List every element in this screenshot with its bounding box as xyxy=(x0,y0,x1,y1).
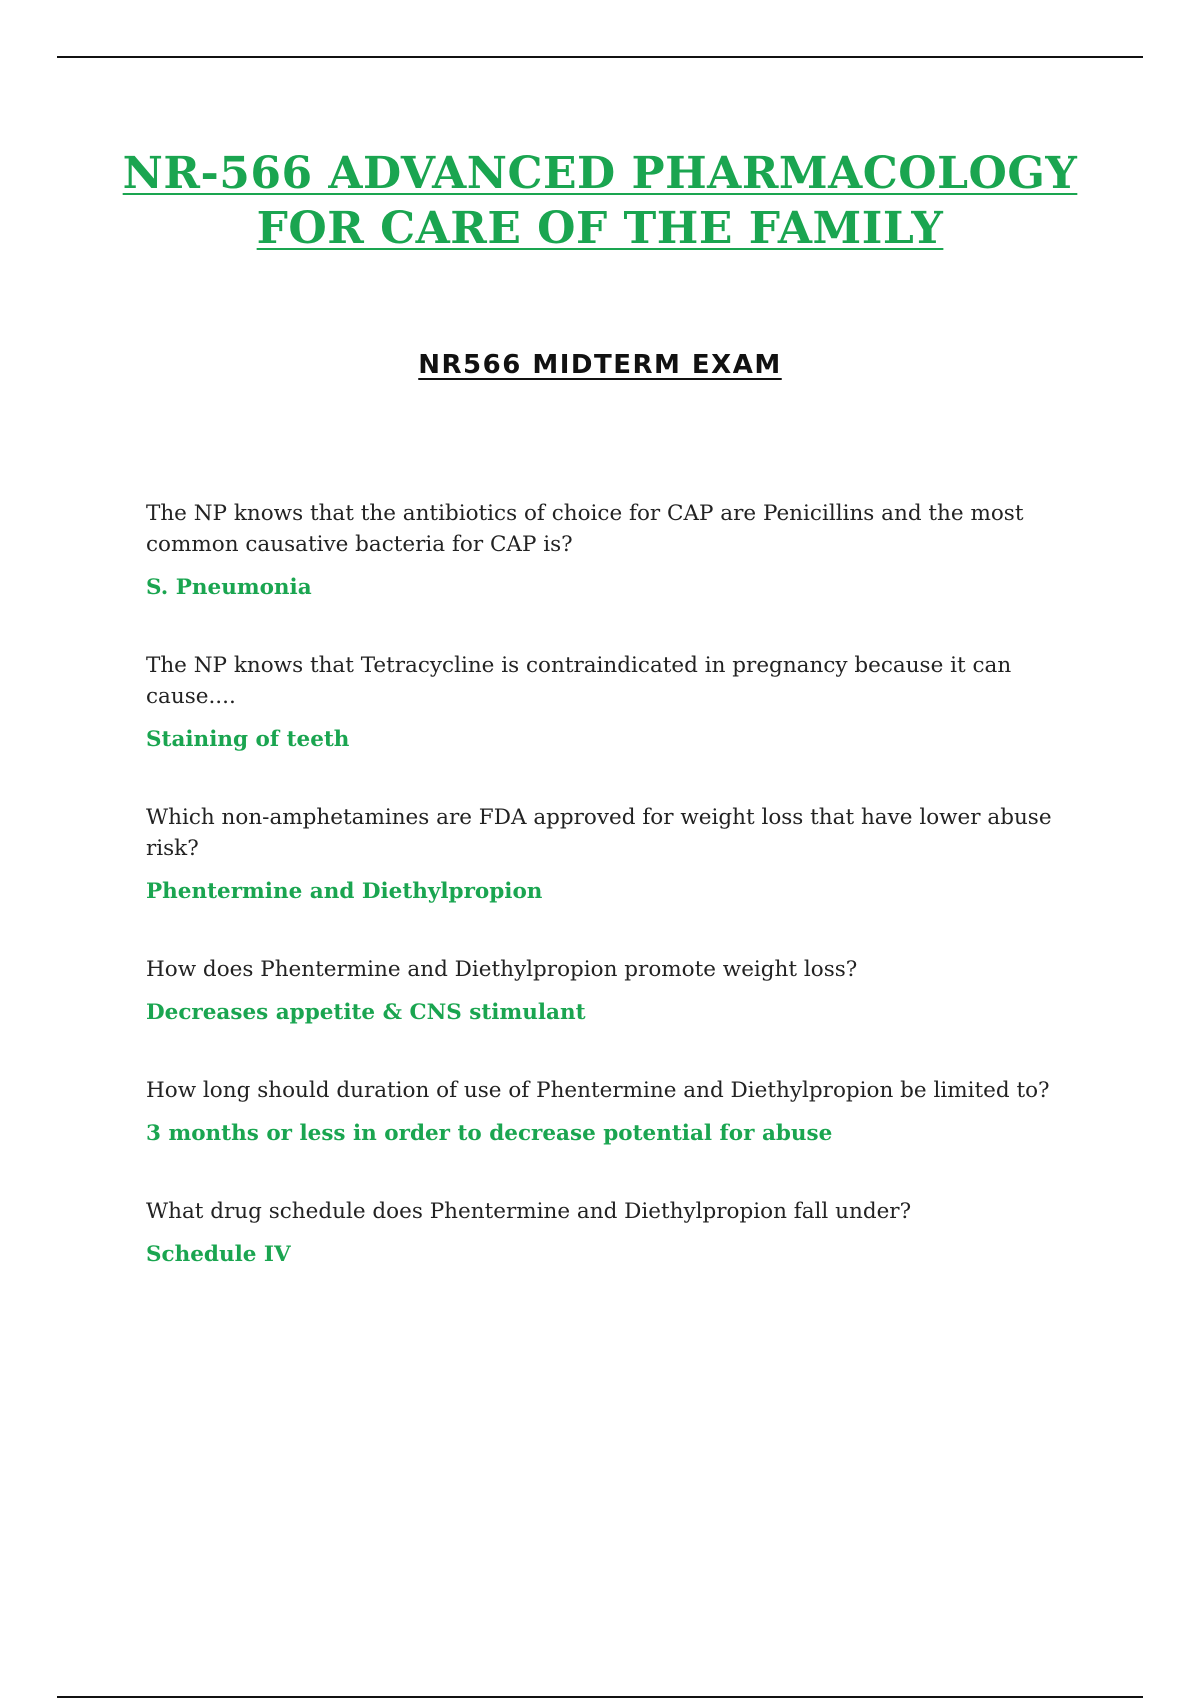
qa-item xyxy=(146,1075,1086,1148)
answer-text: Schedule IV xyxy=(146,1242,291,1267)
question-text: The NP knows that Tetracycline is contraindicated in pregnancy because it can cause.... xyxy=(146,653,1012,709)
exam-title-text: NR566 MIDTERM EXAM xyxy=(418,350,782,380)
qa-item xyxy=(146,650,1086,754)
answer-text: Staining of teeth xyxy=(146,727,350,752)
course-title-line-2: FOR CARE OF THE FAMILY xyxy=(256,203,944,254)
answer-text: 3 months or less in order to decrease potential for abuse xyxy=(146,1121,833,1146)
question-text: How long should duration of use of Phentermine and Diethylpropion be limited to? xyxy=(146,1078,1050,1103)
course-title-line-1: NR-566 ADVANCED PHARMACOLOGY xyxy=(122,148,1078,199)
header-rule xyxy=(57,56,1143,58)
qa-item xyxy=(146,498,1086,602)
qa-item xyxy=(146,954,1086,1027)
qa-item xyxy=(146,802,1086,906)
answer-text: Phentermine and Diethylpropion xyxy=(146,879,543,904)
exam-title xyxy=(100,350,1100,380)
question-text: What drug schedule does Phentermine and Diethylpropion fall under? xyxy=(146,1199,912,1224)
footer-rule xyxy=(57,1696,1143,1698)
question-text: How does Phentermine and Diethylpropion promote weight loss? xyxy=(146,957,858,982)
answer-text: S. Pneumonia xyxy=(146,575,312,600)
course-title xyxy=(100,146,1100,256)
qa-item xyxy=(146,1196,1086,1269)
answer-text: Decreases appetite & CNS stimulant xyxy=(146,1000,586,1025)
qa-list xyxy=(146,498,1086,1317)
question-text: Which non-amphetamines are FDA approved for weight loss that have lower abuse risk? xyxy=(146,805,1052,861)
question-text: The NP knows that the antibiotics of choice for CAP are Penicillins and the most common causative bacteria for CAP is? xyxy=(146,501,1024,557)
